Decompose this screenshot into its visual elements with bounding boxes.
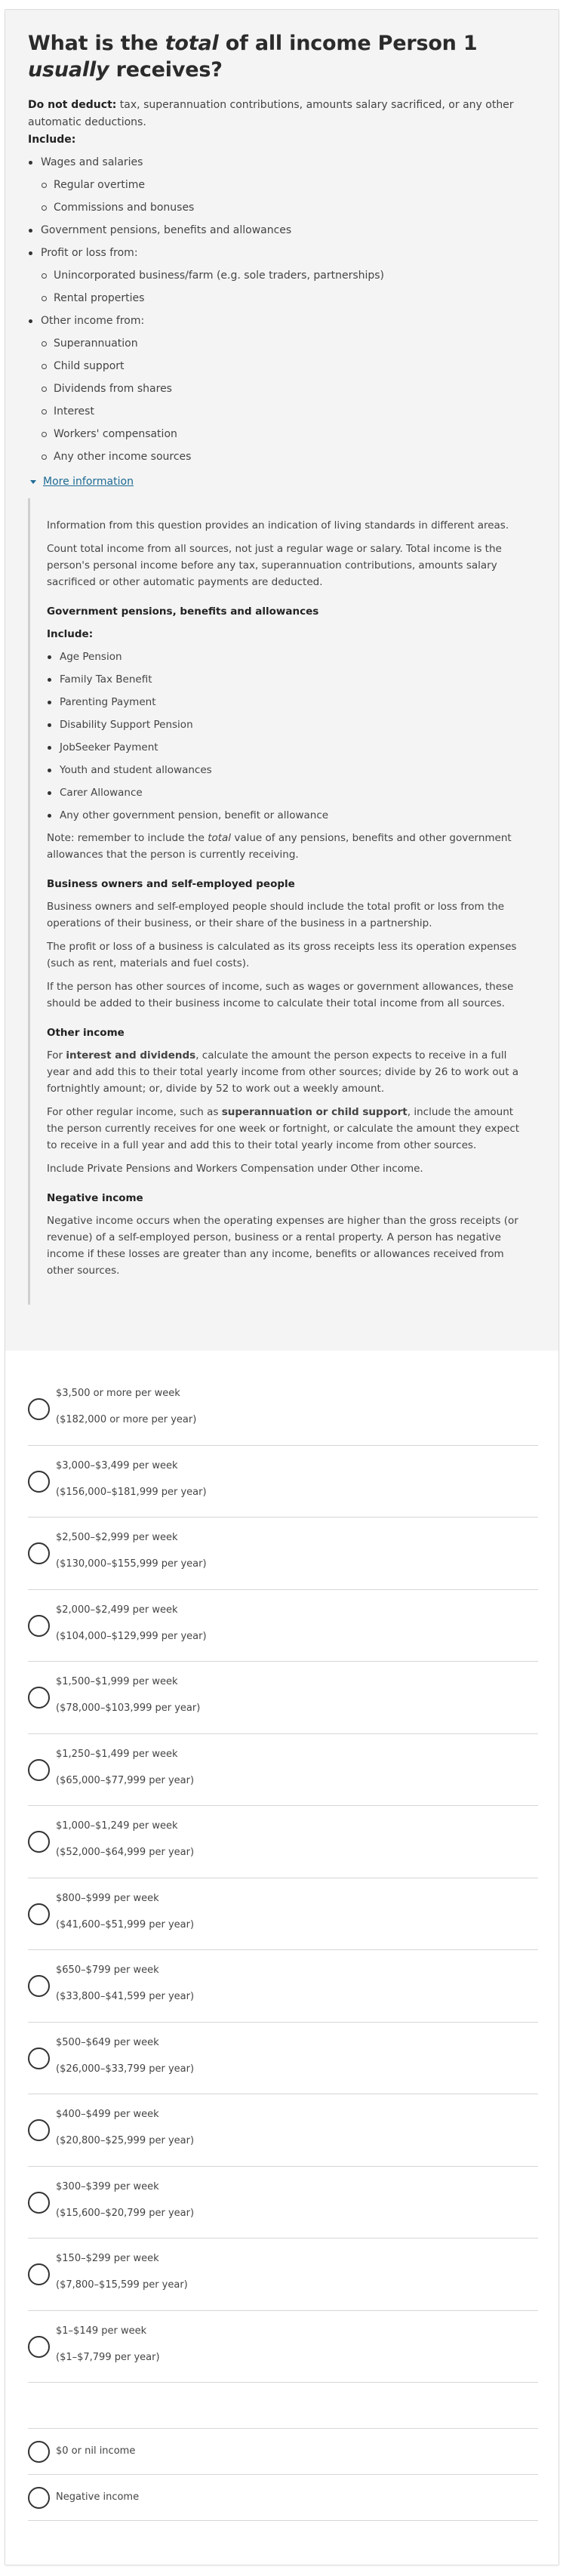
other-p2-bold: superannuation or child support	[221, 1106, 408, 1118]
question-section	[5, 10, 558, 1351]
business-p2: The profit or loss of a business is calculated as its gross receipts less its operation expenses (such as rent, materials and fuel costs).	[47, 941, 517, 969]
gov-benefit-item: Parenting Payment	[47, 694, 528, 710]
more-information-link[interactable]: More information	[43, 476, 134, 488]
business-heading: Business owners and self-employed people	[47, 878, 295, 890]
income-option[interactable]	[28, 2239, 538, 2311]
radio-button[interactable]	[28, 2441, 50, 2463]
income-option[interactable]	[28, 2475, 538, 2521]
do-not-deduct-text: tax, superannuation contributions, amounts salary sacrificed, or any other automatic deductions.	[28, 99, 514, 128]
info-intro: Information from this question provides an indication of living standards in different areas.	[47, 519, 509, 532]
other-income-heading: Other income	[47, 1027, 125, 1039]
include-item: Regular overtime	[28, 177, 536, 193]
other-p1-bold: interest and dividends	[66, 1049, 196, 1062]
include-item: Profit or loss from:	[28, 245, 536, 261]
radio-button[interactable]	[28, 1542, 50, 1564]
negative-income-heading: Negative income	[47, 1192, 143, 1204]
income-option[interactable]	[28, 1590, 538, 1662]
income-option[interactable]	[28, 2094, 538, 2167]
include-item: Other income from:	[28, 313, 536, 329]
include-item: Child support	[28, 358, 536, 374]
gov-benefit-item: JobSeeker Payment	[47, 739, 528, 756]
income-option[interactable]	[28, 1373, 538, 1446]
option-yearly-label: ($104,000–$129,999 per year)	[56, 1630, 207, 1642]
info-count-total: Count total income from all sources, not just a regular wage or salary. Total income is the person's personal income before any tax, superannuation contributions, amounts salary sacrificed or other automatic payments are deducted.	[47, 543, 502, 588]
include-item: Wages and salaries	[28, 154, 536, 171]
income-option[interactable]	[28, 1518, 538, 1590]
option-weekly-label: $3,500 or more per week	[56, 1388, 180, 1399]
include-item: Rental properties	[28, 290, 536, 307]
income-option[interactable]	[28, 2311, 538, 2383]
note-italic: total	[208, 832, 232, 844]
radio-button[interactable]	[28, 1975, 50, 1997]
radio-button[interactable]	[28, 2336, 50, 2358]
option-weekly-label: $400–$499 per week	[56, 2109, 159, 2120]
gov-benefit-item: Any other government pension, benefit or allowance	[47, 807, 528, 824]
negative-income-text: Negative income occurs when the operating expenses are higher than the gross receipts (or revenue) of a self-employed person, business or a rental property. A person has negative income if these losses are greater than any income, benefits or allowances received from other sources.	[47, 1215, 518, 1277]
option-yearly-label: ($182,000 or more per year)	[56, 1414, 197, 1425]
title-part: usually	[28, 58, 109, 82]
gov-benefit-item: Age Pension	[47, 649, 528, 665]
include-item: Unincorporated business/farm (e.g. sole traders, partnerships)	[28, 267, 536, 284]
option-weekly-label: $150–$299 per week	[56, 2253, 159, 2264]
option-yearly-label: ($20,800–$25,999 per year)	[56, 2135, 195, 2146]
include-item: Workers' compensation	[28, 426, 536, 442]
option-label: $0 or nil income	[56, 2445, 136, 2457]
income-option[interactable]	[28, 1878, 538, 1951]
radio-button[interactable]	[28, 1759, 50, 1781]
option-weekly-label: $800–$999 per week	[56, 1892, 159, 1904]
title-part: of all income Person 1	[218, 32, 478, 55]
radio-button[interactable]	[28, 2263, 50, 2285]
radio-button[interactable]	[28, 1398, 50, 1420]
other-p1-after: , calculate the amount the person expects to receive in a full year and add this to their total yearly income from other sources; divide by 26 to work out a fortnightly amount; or, divide by 52 to work out a weekly amount.	[47, 1049, 519, 1095]
gov-heading: Government pensions, benefits and allowances	[47, 605, 319, 618]
gov-benefits-list	[47, 649, 528, 824]
include-item: Commissions and bonuses	[28, 199, 536, 216]
income-option[interactable]	[28, 1662, 538, 1734]
gov-benefit-item: Youth and student allowances	[47, 762, 528, 778]
instructions	[28, 97, 536, 149]
income-option[interactable]	[28, 1806, 538, 1878]
option-weekly-label: $300–$399 per week	[56, 2180, 159, 2192]
question-card	[5, 9, 559, 2565]
gov-include-label: Include:	[47, 628, 94, 640]
option-weekly-label: $2,500–$2,999 per week	[56, 1532, 178, 1543]
radio-button[interactable]	[28, 2119, 50, 2141]
radio-button[interactable]	[28, 2487, 50, 2509]
more-information-toggle[interactable]	[28, 473, 536, 490]
include-item: Government pensions, benefits and allowances	[28, 222, 536, 239]
gov-benefit-item: Carer Allowance	[47, 784, 528, 801]
income-option[interactable]	[28, 2167, 538, 2239]
option-yearly-label: ($33,800–$41,599 per year)	[56, 1991, 195, 2002]
option-yearly-label: ($156,000–$181,999 per year)	[56, 1486, 207, 1498]
radio-button[interactable]	[28, 2048, 50, 2069]
income-option[interactable]	[28, 2023, 538, 2095]
business-p3: If the person has other sources of income, such as wages or government allowances, these should be added to their business income to calculate their total income from all sources.	[47, 981, 514, 1009]
include-label: Include:	[28, 134, 76, 146]
other-p1-before: For	[47, 1049, 66, 1062]
income-option[interactable]	[28, 1446, 538, 1518]
option-weekly-label: $650–$799 per week	[56, 1964, 159, 1976]
radio-button[interactable]	[28, 1903, 50, 1925]
title-part: What is the	[28, 32, 165, 55]
gov-note	[47, 830, 528, 863]
income-options	[5, 1351, 558, 2521]
income-option[interactable]	[28, 1950, 538, 2023]
gov-benefit-item: Disability Support Pension	[47, 716, 528, 733]
other-p3: Include Private Pensions and Workers Compensation under Other income.	[47, 1163, 423, 1175]
other-p1	[47, 1047, 528, 1097]
option-yearly-label: ($78,000–$103,999 per year)	[56, 1702, 201, 1714]
include-list	[28, 154, 536, 465]
radio-button[interactable]	[28, 1615, 50, 1637]
option-weekly-label: $500–$649 per week	[56, 2036, 159, 2048]
option-yearly-label: ($7,800–$15,599 per year)	[56, 2279, 188, 2291]
option-yearly-label: ($41,600–$51,999 per year)	[56, 1918, 195, 1930]
option-weekly-label: $1,000–$1,249 per week	[56, 1820, 178, 1832]
business-p1: Business owners and self-employed people should include the total profit or loss from the operations of their business, or their share of the business in a partnership.	[47, 901, 505, 929]
income-option[interactable]	[28, 1734, 538, 1807]
question-title	[28, 30, 536, 83]
note-after: value of any pensions, benefits and other government allowances that the person is currently receiving.	[47, 832, 512, 861]
option-weekly-label: $2,000–$2,499 per week	[56, 1604, 178, 1616]
option-yearly-label: ($52,000–$64,999 per year)	[56, 1847, 195, 1858]
note-before: Note: remember to include the	[47, 832, 208, 844]
other-p2	[47, 1104, 528, 1154]
radio-button[interactable]	[28, 1687, 50, 1709]
include-item: Interest	[28, 403, 536, 420]
include-item: Dividends from shares	[28, 381, 536, 397]
option-weekly-label: $1–$149 per week	[56, 2325, 147, 2337]
include-item: Any other income sources	[28, 448, 536, 465]
other-p2-before: For other regular income, such as	[47, 1106, 222, 1118]
do-not-deduct-label: Do not deduct:	[28, 99, 117, 111]
include-item: Superannuation	[28, 335, 536, 352]
radio-button[interactable]	[28, 2192, 50, 2214]
option-yearly-label: ($65,000–$77,999 per year)	[56, 1774, 195, 1786]
option-yearly-label: ($1–$7,799 per year)	[56, 2351, 160, 2363]
option-yearly-label: ($130,000–$155,999 per year)	[56, 1558, 207, 1570]
more-information-panel	[28, 498, 536, 1305]
other-p2-after: , include the amount the person currently receives for one week or fortnight, or calculate the amount they expect to receive in a full year and add this to their total yearly income from other sources.	[47, 1106, 520, 1151]
option-yearly-label: ($26,000–$33,799 per year)	[56, 2063, 195, 2075]
option-yearly-label: ($15,600–$20,799 per year)	[56, 2207, 195, 2219]
option-weekly-label: $1,250–$1,499 per week	[56, 1748, 178, 1760]
income-option[interactable]	[28, 2429, 538, 2475]
title-part: receives?	[109, 58, 223, 82]
option-label: Negative income	[56, 2491, 140, 2503]
option-weekly-label: $1,500–$1,999 per week	[56, 1676, 178, 1687]
gov-benefit-item: Family Tax Benefit	[47, 671, 528, 688]
radio-button[interactable]	[28, 1471, 50, 1493]
option-weekly-label: $3,000–$3,499 per week	[56, 1459, 178, 1471]
option-spacer	[28, 2383, 538, 2429]
title-part: total	[165, 32, 219, 55]
caret-down-icon	[30, 480, 36, 484]
radio-button[interactable]	[28, 1831, 50, 1853]
